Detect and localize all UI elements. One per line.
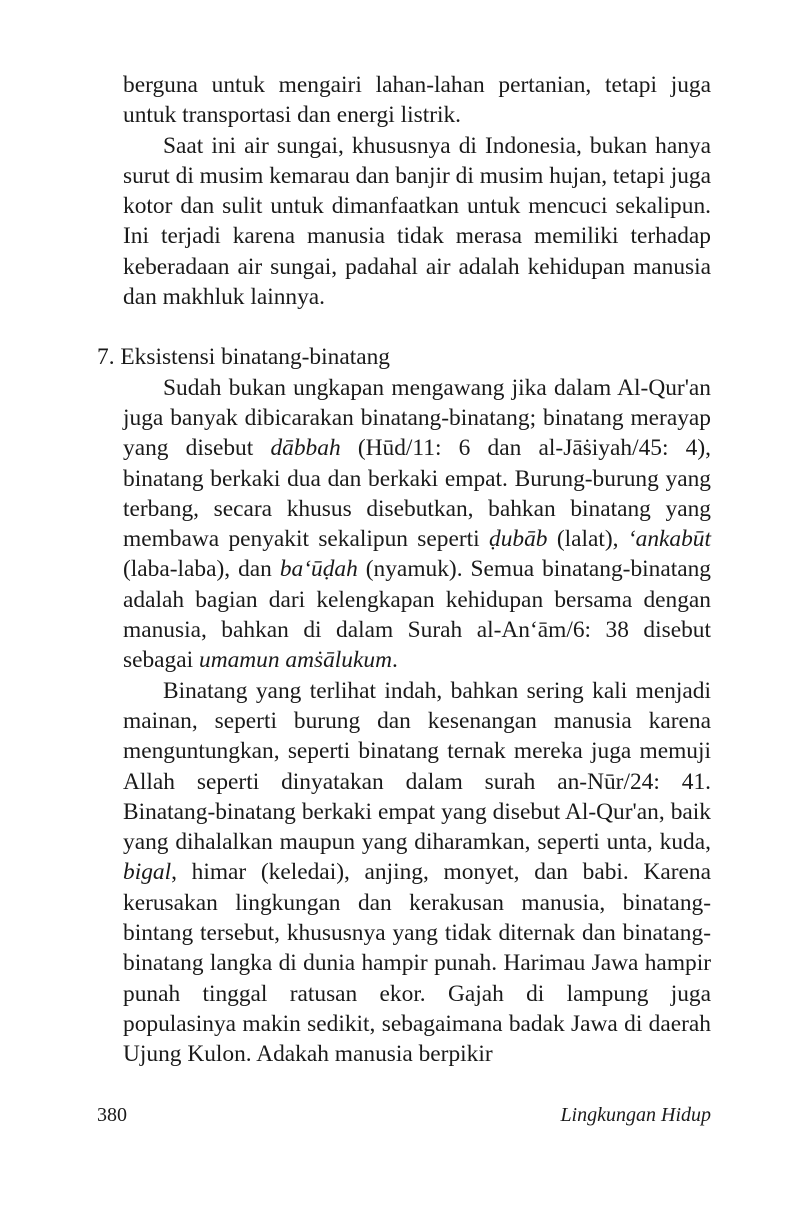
page-number: 380 — [97, 1104, 127, 1126]
text-run: Binatang yang terlihat indah, bahkan sering kali menjadi mainan, seperti burung dan kesenangan manusia karena menguntungkan, seperti binatang ternak mereka juga memuji Allah seperti dinyatakan dalam surah an-Nūr/24: 41. Binatang-binatang berkaki empat yang disebut Al-Qur'an, baik yang dihalalkan maupun yang diharamkan, seperti unta, kuda, — [123, 677, 711, 856]
italic-term: ḍubāb — [489, 526, 548, 553]
paragraph-animals-quran — [123, 373, 711, 676]
text-run: , himar (keledai), anjing, monyet, dan babi. Karena kerusakan lingkungan dan kerakusan manusia, binatang-bintang tersebut, khususnya yang tidak diternak dan binatang-binatang langka di dunia hampir punah. Harimau Jawa hampir punah tinggal ratusan ekor. Gajah di lampung juga populasinya makin sedikit, sebagaimana badak Jawa di daerah Ujung Kulon. Adakah manusia berpikir — [123, 859, 711, 1068]
paragraph-river-condition: Saat ini air sungai, khususnya di Indonesia, bukan hanya surut di musim kemarau dan banjir di musim hujan, tetapi juga kotor dan sulit untuk dimanfaatkan untuk mencuci sekalipun. Ini terjadi karena manusia tidak merasa memiliki terhadap keberadaan air sungai, padahal air adalah kehidupan manusia dan makhluk lainnya. — [123, 132, 711, 311]
paragraph-river-use: berguna untuk mengairi lahan-lahan pertanian, tetapi juga untuk transportasi dan energi listrik. — [123, 72, 711, 129]
running-title: Lingkungan Hidup — [560, 1104, 711, 1126]
italic-term: bigal — [123, 859, 172, 886]
text-run: (Hūd/11: 6 dan al-Jāṡiyah/45: 4), binatang berkaki dua dan berkaki empat. Burung-burung yang terbang, secara khusus disebutkan, bahkan binatang yang membawa penyakit sekalipun seperti — [123, 435, 712, 553]
italic-term: dābbah — [270, 435, 341, 462]
text-run: . — [391, 647, 398, 674]
text-run: (laba-laba), dan — [123, 556, 280, 583]
section-spacer — [123, 312, 711, 342]
italic-term: umamun amṡālukum — [199, 647, 392, 674]
italic-term: ‘ankabūt — [627, 526, 711, 553]
text-run: Sudah bukan ungkapan mengawang jika dalam Al-Qur'an juga banyak dibicarakan binatang-binatang; binatang merayap yang disebut — [123, 374, 711, 462]
text-run: (nyamuk). Semua binatang-binatang adalah bagian dari kelengkapan kehidupan bersama dengan manusia, bahkan di dalam Surah al-An‘ām/6: 38 disebut sebagai — [123, 556, 711, 674]
paragraph-animals-extinction — [123, 676, 711, 1070]
italic-term: ba‘ūḍah — [279, 556, 358, 583]
section-heading: 7. Eksistensi binatang-binatang — [97, 344, 390, 371]
page-body — [97, 70, 712, 1070]
page-footer — [97, 1104, 711, 1127]
text-run: (lalat), — [547, 526, 628, 553]
